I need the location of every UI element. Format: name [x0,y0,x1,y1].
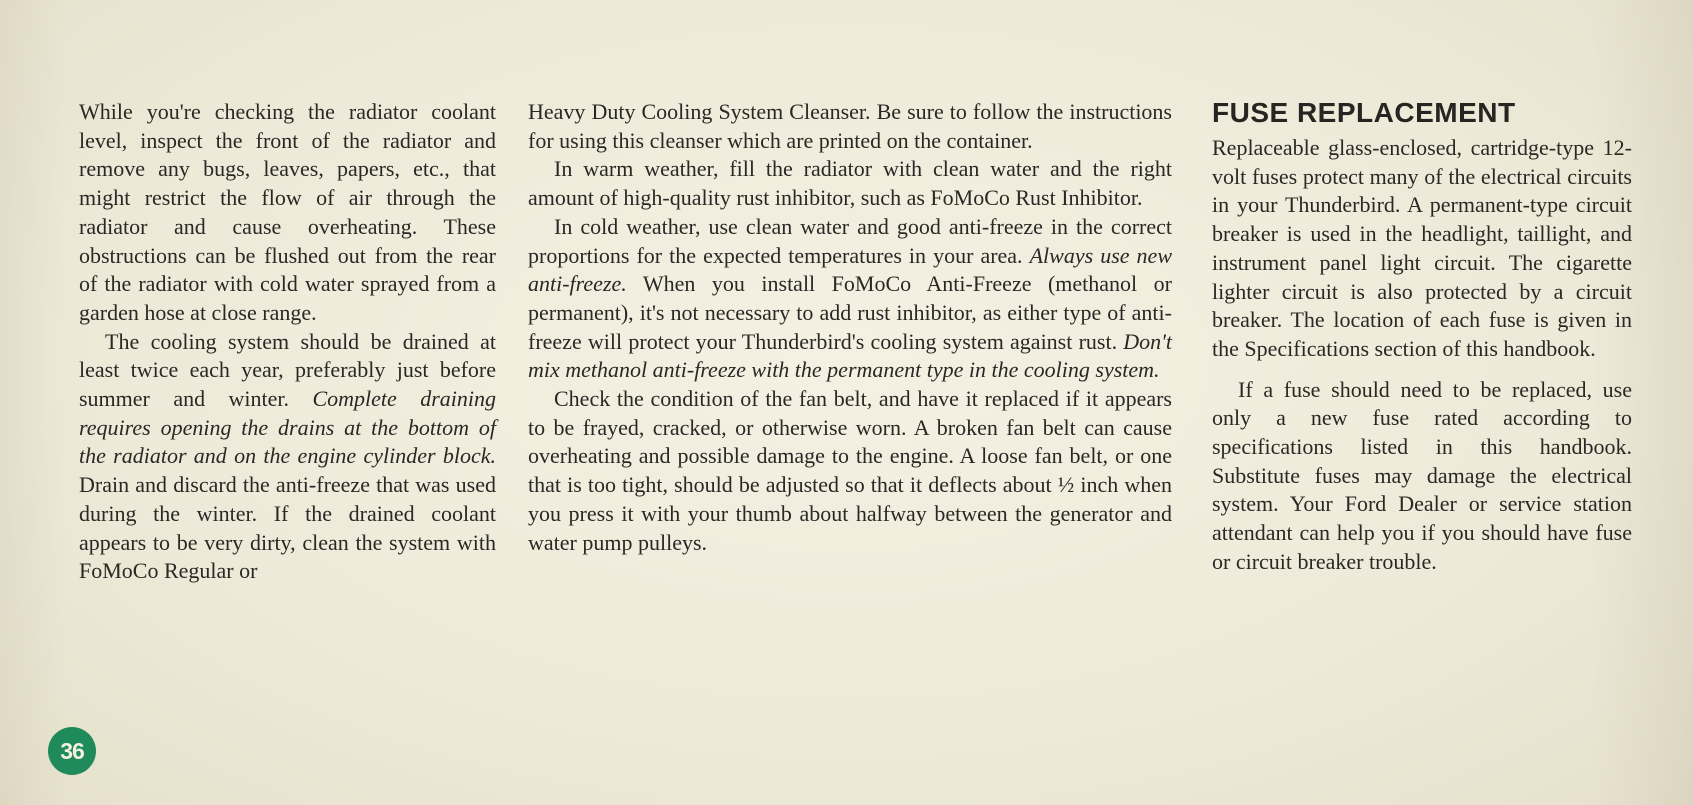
paragraph-cold-weather: In cold weather, use clean water and good anti-freeze in the correct proportions for the expected temperatures in your area. Always use new anti-freeze. When you install FoMoCo Anti-Freeze (methanol or permanent), it's not necessary to add rust inhibitor, as either type of anti-freeze will protect your Thunderbird's cooling system against rust. Don't mix methanol anti-freeze with the permanent type in the cooling system. [528,213,1172,383]
text-column-middle [528,98,1172,557]
emphasis-draining: Complete draining requires opening the drains at the bottom of the radiator and on the engine cylinder block. [79,386,496,469]
paragraph-fuses: Replaceable glass-enclosed, cartridge-type 12-volt fuses protect many of the electrical circuits in your Thunderbird. A permanent-type circuit breaker is used in the headlight, taillight, and instrument panel light circuit. The cigarette lighter circuit is also protected by a circuit breaker. The location of each fuse is given in the Specifications section of this handbook. [1212,135,1632,361]
emphasis-new-antifreeze: Always use new anti-freeze. [528,242,1172,297]
paragraph-fuse-replace: If a fuse should need to be replaced, use only a new fuse rated according to specifications listed in this handbook. Substitute fuses may damage the electrical system. Your Ford Dealer or service station attendant can help you if you should have fuse or circuit breaker trouble. [1212,376,1632,574]
page-number-badge: 36 [48,727,96,775]
paragraph-cleanser: Heavy Duty Cooling System Cleanser. Be sure to follow the instructions for using this cleanser which are printed on the container. [528,99,1172,153]
paragraph-fan-belt: Check the condition of the fan belt, and have it replaced if it appears to be frayed, cracked, or otherwise worn. A broken fan belt can cause overheating and possible damage to the engine. A loose fan belt, or one that is too tight, should be adjusted so that it deflects about ½ inch when you press it with your thumb about halfway between the generator and water pump pulleys. [528,386,1172,555]
section-body [1212,134,1632,577]
section-heading: FUSE REPLACEMENT [1212,97,1516,128]
text-column-right [1212,96,1632,577]
emphasis-dont-mix: Don't mix methanol anti-freeze with the permanent type in the cooling system. [528,328,1172,383]
paragraph-radiator-inspection: While you're checking the radiator coolant level, inspect the front of the radiator and remove any bugs, leaves, papers, etc., that might restrict the flow of air through the radiator and cause overheating. These obstructions can be flushed out from the rear of the radiator with cold water sprayed from a garden hose at close range. [79,99,496,325]
text-column-left [79,98,496,586]
paragraph-cooling-drain: The cooling system should be drained at least twice each year, preferably just before summer and winter. Complete draining requires opening the drains at the bottom of the radiator and on the engine cylinder block. Drain and discard the anti-freeze that was used during the winter. If the drained coolant appears to be very dirty, clean the system with FoMoCo Regular or [79,328,496,584]
paragraph-warm-weather: In warm weather, fill the radiator with clean water and the right amount of high-quality rust inhibitor, such as FoMoCo Rust Inhibitor. [528,156,1172,211]
